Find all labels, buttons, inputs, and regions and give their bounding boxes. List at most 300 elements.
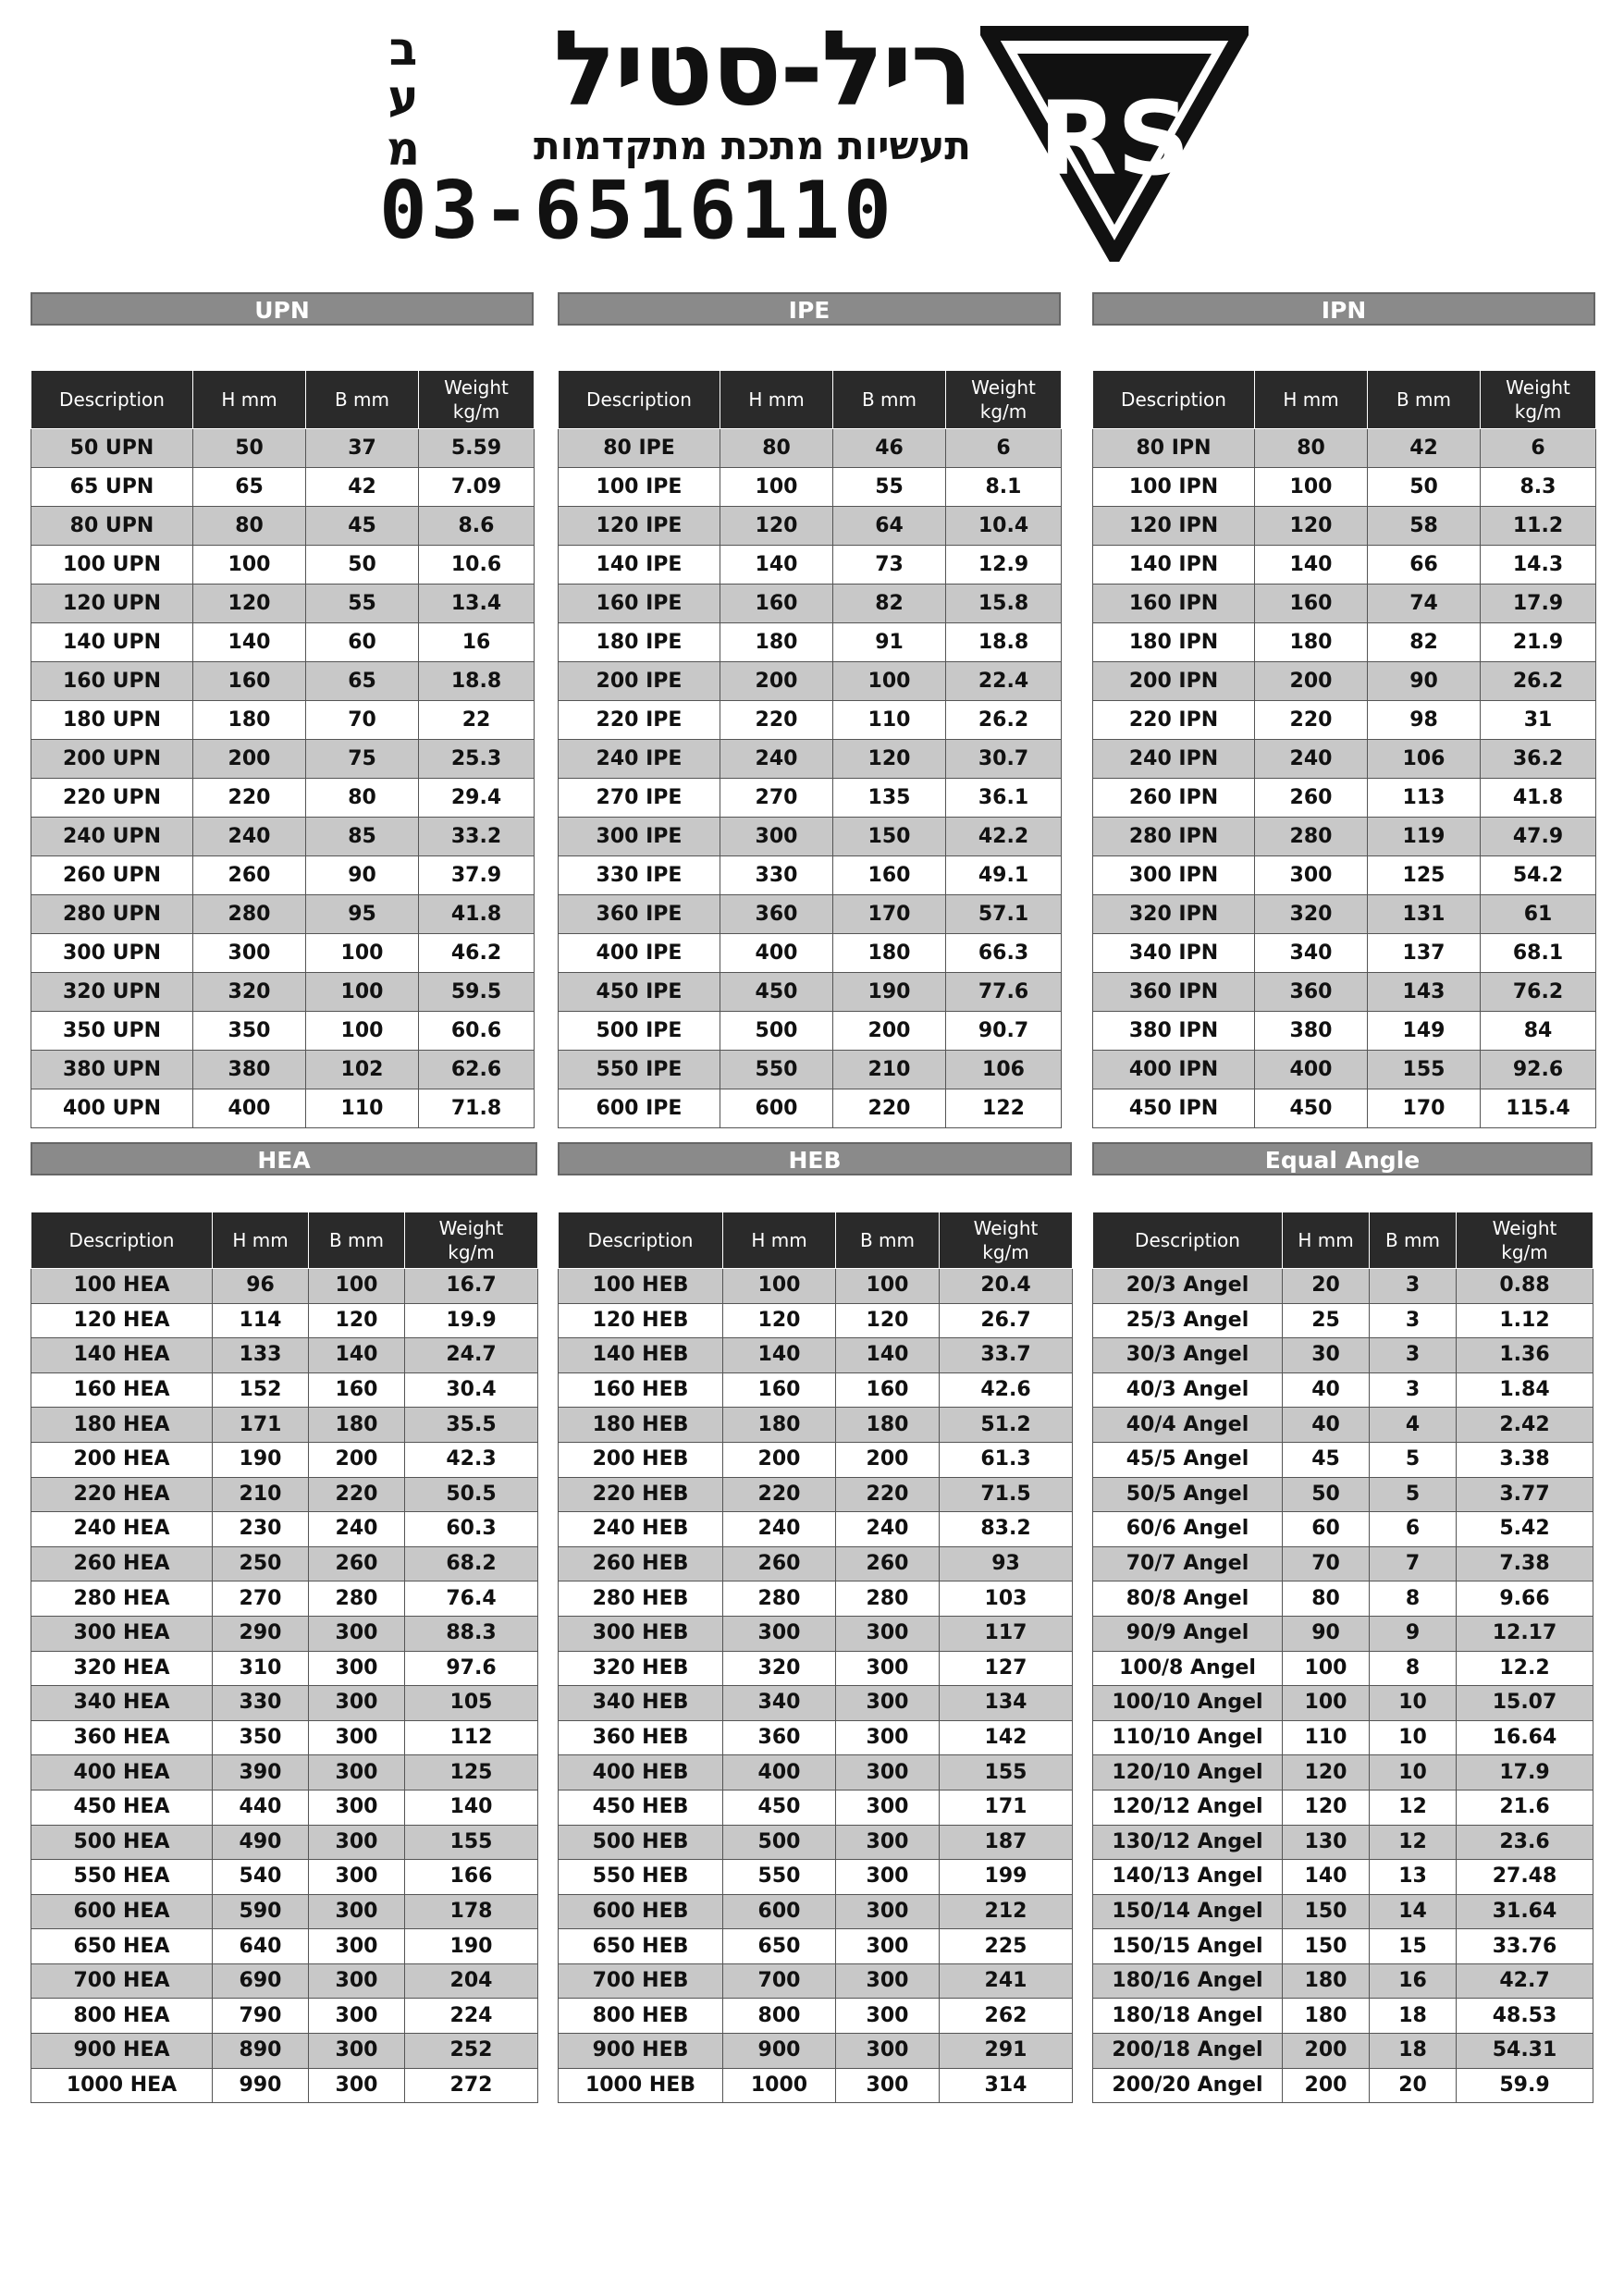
company-logo-icon [980,26,1249,262]
b-mm-header [1370,1212,1457,1269]
table-row [1093,740,1596,779]
table-row [1093,973,1596,1012]
description-header [1093,371,1255,429]
h-mm-cell: 100 [1255,468,1368,507]
weight-header-text: Weight [971,376,1036,399]
weight-cell: 314 [940,2068,1073,2103]
section-ipe [558,292,1061,1120]
b-mm-cell: 42 [1368,429,1481,468]
section-title: IPE [558,292,1061,326]
description-cell: 400 UPN [31,1089,193,1128]
b-mm-header-text: B mm [859,1229,916,1251]
description-cell: 80 IPE [559,429,720,468]
weight-cell: 15.07 [1457,1686,1593,1721]
weight-cell: 15.8 [946,585,1062,623]
description-cell: 1000 HEB [559,2068,723,2103]
b-mm-cell: 46 [833,429,946,468]
b-mm-cell: 137 [1368,934,1481,973]
table-row [31,662,535,701]
weight-cell: 66.3 [946,934,1062,973]
h-mm-cell: 400 [720,934,833,973]
h-mm-header-text: H mm [751,1229,807,1251]
table-row [31,1999,538,2034]
h-mm-cell: 340 [723,1686,836,1721]
table-row [1093,1372,1593,1408]
b-mm-cell: 113 [1368,779,1481,818]
weight-cell: 41.8 [1481,779,1596,818]
description-cell: 600 HEB [559,1894,723,1929]
weight-header-text: kg/m [979,400,1027,423]
weight-cell: 54.31 [1457,2034,1593,2069]
description-cell: 240 IPE [559,740,720,779]
h-mm-cell: 450 [1255,1089,1368,1128]
b-mm-cell: 155 [1368,1051,1481,1089]
b-mm-cell: 91 [833,623,946,662]
h-mm-cell: 110 [1283,1720,1370,1755]
table-row [559,973,1062,1012]
weight-cell: 68.2 [405,1546,538,1581]
b-mm-header-text: B mm [1384,1229,1441,1251]
weight-cell: 31.64 [1457,1894,1593,1929]
b-mm-cell: 160 [836,1372,940,1408]
weight-cell: 204 [405,1963,538,1999]
b-mm-cell: 10 [1370,1686,1457,1721]
b-mm-cell: 100 [836,1269,940,1304]
weight-cell: 10.6 [419,546,535,585]
h-mm-cell: 114 [213,1303,309,1338]
table-row [559,1790,1073,1825]
description-cell: 60/6 Angel [1093,1512,1283,1547]
b-mm-cell: 220 [836,1477,940,1512]
table-row [559,1546,1073,1581]
table-row [559,1860,1073,1895]
b-mm-cell: 100 [306,1012,419,1051]
table-row [31,701,535,740]
b-mm-cell: 10 [1370,1755,1457,1791]
table-row [559,1408,1073,1443]
b-mm-cell: 200 [833,1012,946,1051]
table-ipn [1092,370,1596,1128]
h-mm-cell: 133 [213,1338,309,1373]
description-cell: 20/3 Angel [1093,1269,1283,1304]
b-mm-cell: 119 [1368,818,1481,856]
b-mm-cell: 100 [833,662,946,701]
b-mm-cell: 9 [1370,1616,1457,1651]
b-mm-cell: 18 [1370,2034,1457,2069]
weight-cell: 37.9 [419,856,535,895]
h-mm-cell: 500 [720,1012,833,1051]
h-mm-cell: 50 [193,429,306,468]
h-mm-cell: 300 [1255,856,1368,895]
b-mm-cell: 300 [836,1616,940,1651]
b-mm-cell: 60 [306,623,419,662]
b-mm-cell: 45 [306,507,419,546]
description-cell: 360 HEB [559,1720,723,1755]
table-row [1093,1825,1593,1860]
table-heb [558,1212,1073,2103]
weight-cell: 42.3 [405,1442,538,1477]
weight-cell: 3.77 [1457,1477,1593,1512]
h-mm-cell: 20 [1283,1269,1370,1304]
table-row [559,1894,1073,1929]
h-mm-cell: 320 [723,1651,836,1686]
h-mm-cell: 400 [723,1755,836,1791]
h-mm-cell: 60 [1283,1512,1370,1547]
h-mm-cell: 360 [1255,973,1368,1012]
description-cell: 180 HEA [31,1408,213,1443]
table-row [559,1720,1073,1755]
b-mm-cell: 300 [836,1929,940,1964]
h-mm-cell: 100 [723,1269,836,1304]
table-row [31,856,535,895]
h-mm-cell: 270 [213,1581,309,1617]
weight-cell: 10.4 [946,507,1062,546]
table-hea [31,1212,538,2103]
b-mm-cell: 10 [1370,1720,1457,1755]
weight-cell: 8.6 [419,507,535,546]
description-cell: 400 IPE [559,934,720,973]
h-mm-cell: 340 [1255,934,1368,973]
description-cell: 800 HEA [31,1999,213,2034]
h-mm-cell: 240 [193,818,306,856]
h-mm-cell: 280 [723,1581,836,1617]
h-mm-cell: 220 [1255,701,1368,740]
section-ipn [1092,292,1595,1120]
table-upn [31,370,535,1128]
description-cell: 180 UPN [31,701,193,740]
table-row [559,1051,1062,1089]
table-row [31,1894,538,1929]
weight-cell: 122 [946,1089,1062,1128]
h-mm-cell: 160 [723,1372,836,1408]
weight-cell: 115.4 [1481,1089,1596,1128]
section-upn [31,292,534,1120]
h-mm-cell: 450 [720,973,833,1012]
description-cell: 450 HEA [31,1790,213,1825]
weight-cell: 0.88 [1457,1269,1593,1304]
b-mm-cell: 150 [833,818,946,856]
weight-cell: 190 [405,1929,538,1964]
description-cell: 380 UPN [31,1051,193,1089]
h-mm-cell: 310 [213,1651,309,1686]
description-cell: 700 HEA [31,1963,213,1999]
description-cell: 240 HEA [31,1512,213,1547]
b-mm-cell: 125 [1368,856,1481,895]
table-row [1093,701,1596,740]
table-row [1093,507,1596,546]
table-row [559,546,1062,585]
b-mm-cell: 70 [306,701,419,740]
table-row [559,1012,1062,1051]
h-mm-cell: 220 [720,701,833,740]
b-mm-cell: 3 [1370,1372,1457,1408]
description-cell: 300 IPE [559,818,720,856]
table-row [1093,1894,1593,1929]
h-mm-cell: 800 [723,1999,836,2034]
weight-cell: 291 [940,2034,1073,2069]
description-header-text: Description [59,388,165,411]
h-mm-header [213,1212,309,1269]
h-mm-cell: 40 [1283,1408,1370,1443]
weight-cell: 83.2 [940,1512,1073,1547]
weight-cell: 42.6 [940,1372,1073,1408]
h-mm-cell: 320 [193,973,306,1012]
table-row [559,1929,1073,1964]
weight-cell: 71.8 [419,1089,535,1128]
weight-cell: 12.9 [946,546,1062,585]
table-row [1093,623,1596,662]
weight-cell: 1.36 [1457,1338,1593,1373]
h-mm-header-text: H mm [232,1229,289,1251]
weight-header [419,371,535,429]
h-mm-cell: 600 [720,1089,833,1128]
h-mm-header [193,371,306,429]
h-mm-cell: 150 [1283,1929,1370,1964]
table-row [31,2068,538,2103]
h-mm-cell: 180 [1283,1963,1370,1999]
b-mm-cell: 149 [1368,1012,1481,1051]
h-mm-cell: 400 [1255,1051,1368,1089]
b-mm-cell: 300 [836,1894,940,1929]
b-mm-cell: 3 [1370,1303,1457,1338]
description-header [31,371,193,429]
description-header [31,1212,213,1269]
description-header-text: Description [587,1229,694,1251]
description-cell: 140/13 Angel [1093,1860,1283,1895]
h-mm-cell: 200 [1283,2034,1370,2069]
b-mm-cell: 64 [833,507,946,546]
table-row [1093,1929,1593,1964]
description-cell: 220 IPE [559,701,720,740]
b-mm-cell: 90 [306,856,419,895]
weight-cell: 12.17 [1457,1616,1593,1651]
description-header-text: Description [1121,388,1226,411]
b-mm-cell: 80 [306,779,419,818]
section-heb [558,1142,1072,2097]
weight-cell: 16.7 [405,1269,538,1304]
h-mm-cell: 350 [213,1720,309,1755]
b-mm-cell: 300 [836,1651,940,1686]
h-mm-cell: 40 [1283,1372,1370,1408]
b-mm-header [833,371,946,429]
description-cell: 900 HEB [559,2034,723,2069]
weight-cell: 7.38 [1457,1546,1593,1581]
b-mm-cell: 18 [1370,1999,1457,2034]
description-cell: 140 IPE [559,546,720,585]
h-mm-cell: 180 [1255,623,1368,662]
weight-cell: 11.2 [1481,507,1596,546]
weight-cell: 103 [940,1581,1073,1617]
description-cell: 400 HEA [31,1755,213,1791]
weight-header [405,1212,538,1269]
description-cell: 300 HEB [559,1616,723,1651]
table-row [1093,1269,1593,1304]
weight-cell: 17.9 [1457,1755,1593,1791]
description-cell: 200 UPN [31,740,193,779]
weight-cell: 3.38 [1457,1442,1593,1477]
h-mm-cell: 650 [723,1929,836,1964]
b-mm-cell: 280 [836,1581,940,1617]
description-cell: 650 HEB [559,1929,723,1964]
table-row [1093,779,1596,818]
table-row [1093,1303,1593,1338]
b-mm-cell: 8 [1370,1581,1457,1617]
header [0,0,1624,277]
h-mm-cell: 210 [213,1477,309,1512]
b-mm-cell: 58 [1368,507,1481,546]
h-mm-cell: 100 [1283,1686,1370,1721]
b-mm-cell: 55 [306,585,419,623]
weight-cell: 18.8 [946,623,1062,662]
h-mm-cell: 300 [720,818,833,856]
description-cell: 550 IPE [559,1051,720,1089]
h-mm-cell: 140 [1283,1860,1370,1895]
table-row [1093,1089,1596,1128]
b-mm-cell: 180 [833,934,946,973]
table-row [31,934,535,973]
b-mm-cell: 300 [836,1825,940,1860]
company-abbr-3: מ [386,122,421,176]
table-row [31,1616,538,1651]
b-mm-cell: 180 [309,1408,405,1443]
table-row [559,1616,1073,1651]
description-cell: 350 UPN [31,1012,193,1051]
b-mm-cell: 300 [309,1860,405,1895]
b-mm-cell: 240 [836,1512,940,1547]
b-mm-cell: 16 [1370,1963,1457,1999]
description-cell: 200/18 Angel [1093,2034,1283,2069]
weight-cell: 23.6 [1457,1825,1593,1860]
h-mm-header-text: H mm [1298,1229,1354,1251]
b-mm-cell: 160 [309,1372,405,1408]
description-cell: 50/5 Angel [1093,1477,1283,1512]
h-mm-cell: 100 [1283,1651,1370,1686]
description-cell: 900 HEA [31,2034,213,2069]
b-mm-cell: 140 [309,1338,405,1373]
description-cell: 320 IPN [1093,895,1255,934]
b-mm-cell: 100 [306,934,419,973]
description-cell: 120 IPE [559,507,720,546]
h-mm-header [720,371,833,429]
h-mm-cell: 171 [213,1408,309,1443]
weight-cell: 49.1 [946,856,1062,895]
table-row [1093,1338,1593,1373]
h-mm-cell: 890 [213,2034,309,2069]
b-mm-cell: 13 [1370,1860,1457,1895]
table-row [1093,856,1596,895]
weight-cell: 224 [405,1999,538,2034]
b-mm-cell: 3 [1370,1269,1457,1304]
weight-cell: 90.7 [946,1012,1062,1051]
weight-cell: 9.66 [1457,1581,1593,1617]
weight-cell: 51.2 [940,1408,1073,1443]
weight-header-text: Weight [1492,1217,1557,1239]
weight-cell: 33.2 [419,818,535,856]
table-row [31,1477,538,1512]
h-mm-cell: 330 [213,1686,309,1721]
description-cell: 400 IPN [1093,1051,1255,1089]
weight-cell: 27.48 [1457,1860,1593,1895]
weight-header-text: kg/m [982,1241,1029,1263]
description-cell: 140 IPN [1093,546,1255,585]
description-cell: 120 HEA [31,1303,213,1338]
h-mm-cell: 200 [193,740,306,779]
description-cell: 600 IPE [559,1089,720,1128]
table-row [559,662,1062,701]
b-mm-cell: 12 [1370,1825,1457,1860]
h-mm-cell: 260 [193,856,306,895]
description-cell: 25/3 Angel [1093,1303,1283,1338]
h-mm-cell: 100 [193,546,306,585]
description-cell: 320 UPN [31,973,193,1012]
description-cell: 280 IPN [1093,818,1255,856]
h-mm-cell: 300 [193,934,306,973]
h-mm-cell: 550 [723,1860,836,1895]
description-cell: 70/7 Angel [1093,1546,1283,1581]
table-row [31,1929,538,1964]
description-cell: 450 HEB [559,1790,723,1825]
description-header-text: Description [586,388,692,411]
b-mm-cell: 240 [309,1512,405,1547]
h-mm-cell: 200 [723,1442,836,1477]
table-row [31,779,535,818]
b-mm-cell: 300 [309,1755,405,1791]
table-row [31,1860,538,1895]
b-mm-cell: 4 [1370,1408,1457,1443]
table-row [31,1269,538,1304]
weight-cell: 21.6 [1457,1790,1593,1825]
description-cell: 650 HEA [31,1929,213,1964]
h-mm-header [723,1212,836,1269]
b-mm-cell: 110 [306,1089,419,1128]
h-mm-cell: 260 [723,1546,836,1581]
weight-header-text: kg/m [1514,400,1562,423]
table-row [1093,1963,1593,1999]
table-row [1093,429,1596,468]
description-cell: 180 IPN [1093,623,1255,662]
table-row [31,1790,538,1825]
b-mm-cell: 170 [833,895,946,934]
description-cell: 120/12 Angel [1093,1790,1283,1825]
weight-cell: 76.4 [405,1581,538,1617]
table-ipe [558,370,1062,1128]
b-mm-cell: 20 [1370,2068,1457,2103]
description-cell: 280 HEA [31,1581,213,1617]
h-mm-header [1255,371,1368,429]
description-cell: 300 HEA [31,1616,213,1651]
weight-cell: 62.6 [419,1051,535,1089]
description-cell: 80/8 Angel [1093,1581,1283,1617]
h-mm-cell: 30 [1283,1338,1370,1373]
description-cell: 340 HEB [559,1686,723,1721]
description-cell: 340 HEA [31,1686,213,1721]
b-mm-cell: 180 [836,1408,940,1443]
company-abbr-1: ב [388,22,418,76]
weight-cell: 199 [940,1860,1073,1895]
table-row [1093,2068,1593,2103]
b-mm-cell: 12 [1370,1790,1457,1825]
table-row [31,1089,535,1128]
h-mm-cell: 25 [1283,1303,1370,1338]
weight-cell: 61 [1481,895,1596,934]
description-cell: 80 UPN [31,507,193,546]
h-mm-cell: 96 [213,1269,309,1304]
table-row [1093,1012,1596,1051]
weight-cell: 7.09 [419,468,535,507]
description-cell: 220 HEB [559,1477,723,1512]
h-mm-header [1283,1212,1370,1269]
weight-cell: 155 [940,1755,1073,1791]
